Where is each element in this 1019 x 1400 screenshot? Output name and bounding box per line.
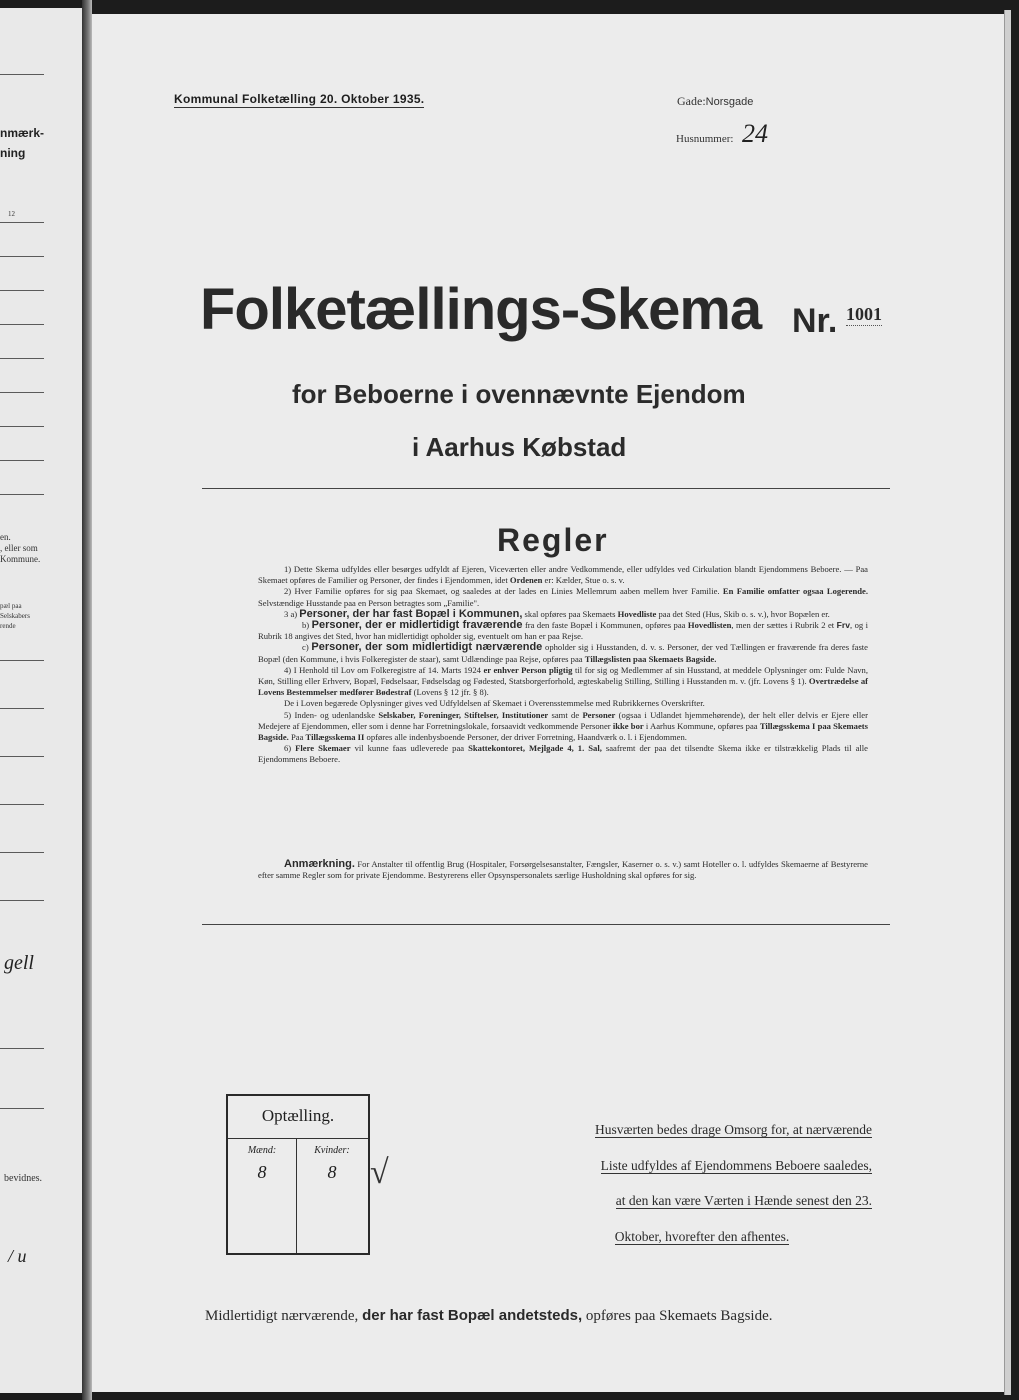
page-edge — [1004, 10, 1011, 1395]
men-label: Mænd: — [247, 1145, 277, 1156]
rule-6: 6) Flere Skemaer vil kunne faas udleverede paa Skattekontoret, Mejlgade 4, 1. Sal, saafremt der paa det tilsendte Skema ikke er tilstrækkelig Plads til alle Ejendommens Beboere. — [258, 743, 868, 765]
form-number-value: 1001 — [846, 304, 882, 324]
rules-text — [258, 564, 868, 766]
left-heading-1: nmærk- — [0, 126, 45, 140]
count-box-divider — [228, 1138, 368, 1139]
left-text: Selskabers — [0, 612, 30, 620]
left-rule — [0, 256, 44, 257]
form-title: Folketællings-Skema — [200, 277, 762, 342]
footer-instruction: Midlertidigt nærværende, der har fast Bopæl andetsteds, opføres paa Skemaets Bagside. — [205, 1307, 773, 1324]
notice-line-1: Husværten bedes drage Omsorg for, at nærværende — [594, 1122, 872, 1137]
note-text: For Anstalter til offentlig Brug (Hospitaler, Forsørgelsesanstalter, Fængsler, Kaserner o. s. v.) samt Hoteller o. l. udfyldes Skemaerne af Bestyrerne efter samme Regler som for private Ejendomme. Bestyrerens eller Opsynspersonalets særlige Husholdning skal opføres for sig. — [258, 859, 868, 881]
men-count: 8 — [257, 1162, 267, 1182]
street-value: Norsgade — [705, 96, 754, 108]
notice-line-4: Oktober, hvorefter den afhentes. — [614, 1228, 790, 1244]
left-rule — [0, 900, 44, 901]
left-rule — [0, 358, 44, 359]
rule-3b: b) Personer, der er midlertidigt fraværende fra den faste Bopæl i Kommunen, opføres paa Hovedlisten, men der sættes i Rubrik 2 et Frv, og i Rubrik 18 angives det Sted, hvor han midlertidigt opholder sig, eventuelt om han er paa Rejse. — [258, 619, 868, 642]
left-column-number: 12 — [8, 210, 15, 218]
annotation-note — [258, 859, 868, 881]
left-text: , eller som — [0, 543, 38, 553]
rule-3a: 3 a) Personer, der har fast Bopæl i Kommunen, skal opføres paa Skemaets Hovedliste paa det Sted (Hus, Skib o. s. v.), hvor Bopælen er. — [284, 607, 830, 620]
landlord-notice — [532, 1112, 872, 1254]
left-rule — [0, 660, 44, 661]
left-rule — [0, 74, 44, 75]
count-box — [226, 1094, 370, 1255]
rules-heading: Regler — [497, 522, 609, 558]
rule-4b: De i Loven begærede Oplysninger gives ved Udfyldelsen af Skemaet i Overensstemmelse med Rubrikkernes Overskrifter. — [284, 698, 705, 709]
rule-2: 2) Hver Familie opføres for sig paa Skemaet, og saaledes at der lades en Linies Mellemrum aaben mellem hver Familie. En Familie omfatter ogsaa Logerende. Selvstændige Husstande paa en Person betragtes som „Familie". — [258, 586, 868, 608]
form-subtitle-1: for Beboerne i ovennævnte Ejendom — [292, 379, 746, 409]
left-rule — [0, 756, 44, 757]
left-rule — [0, 290, 44, 291]
check-mark: √ — [370, 1154, 389, 1191]
census-header: Kommunal Folketælling 20. Oktober 1935. — [174, 92, 425, 106]
left-rule — [0, 426, 44, 427]
left-handwriting: gell — [4, 952, 34, 974]
house-number-value: 24 — [742, 119, 768, 148]
form-number-label: Nr. — [792, 302, 838, 340]
women-label: Kvinder: — [314, 1145, 350, 1156]
book-spine — [82, 0, 92, 1400]
note-heading: Anmærkning. — [284, 858, 355, 870]
left-rule — [0, 708, 44, 709]
left-rule — [0, 222, 44, 223]
women-count: 8 — [327, 1162, 337, 1182]
form-subtitle-2: i Aarhus Købstad — [412, 432, 627, 462]
notice-line-2: Liste udfyldes af Ejendommens Beboere saaledes, — [600, 1157, 872, 1173]
divider — [202, 924, 890, 925]
left-text: en. — [0, 532, 11, 542]
left-rule — [0, 1108, 44, 1109]
count-box-column-divider — [296, 1138, 297, 1253]
notice-line-3: at den kan være Værten i Hænde senest den 23. — [615, 1193, 872, 1208]
left-rule — [0, 494, 44, 495]
left-handwriting: / u — [8, 1246, 27, 1266]
divider — [202, 488, 890, 489]
left-rule — [0, 1048, 44, 1049]
rule-5: 5) Inden- og udenlandske Selskaber, Foreninger, Stiftelser, Institutioner samt de Personer (ogsaa i Udlandet hjemmehørende), der helt eller delvis er Ejere eller Medejere af Ejendommen, eller som i denne har Forretningslokale, forsaavidt vedkommende Personer ikke bor i Aarhus Kommune, opføres paa Tillægsskema I paa Skemaets Bagside. Paa Tillægsskema II opføres alle indenbysboende Personer, der driver Forretning, Haandværk o. l. i Ejendommen. — [258, 709, 868, 743]
left-text: rende — [0, 622, 16, 630]
left-rule — [0, 804, 44, 805]
left-text: bevidnes. — [4, 1173, 43, 1184]
left-rule — [0, 392, 44, 393]
street-label: Gade: — [677, 94, 706, 108]
rule-1: 1) Dette Skema udfyldes eller besørges udfyldt af Ejeren, Viceværten eller andre Vedkommende, eller udfyldes ved Cirkulation blandt Ejendommens Beboere. — Paa Skemaet opføres de Familier og Personer, der findes i Ejendommen, idet Ordenen er: Kælder, Stue o. s. v. — [258, 564, 868, 586]
rule-3c: c) Personer, der som midlertidigt nærværende opholder sig i Husstanden, d. v. s. Personer, der ved Tællingen er fraværende fra deres faste Bopæl (den Kommune, i hvis Folkeregister de staar), samt Udlændinge paa Rejse, opføres paa Tillægslisten paa Skemaets Bagside. — [258, 641, 868, 664]
rule-4: 4) I Henhold til Lov om Folkeregistre af 14. Marts 1924 er enhver Person pligtig til for sig og Medlemmer af sin Husstand, at meddele Oplysninger om: Fulde Navn, Køn, Stilling eller Erhverv, Bopæl, Fødselsaar, Fødselsdag og Fødested, Statsborgerforhold, ægteskabelig Stilling, Stilling i Husstanden m. v. (jfr. Lovens § 1). Overtrædelse af Lovens Bestemmelser medfører Bødestraf (Lovens § 12 jfr. § 8). — [258, 664, 869, 698]
left-text: Kommune. — [0, 554, 41, 564]
count-box-title: Optælling. — [261, 1106, 335, 1125]
left-text: pæl paa — [0, 602, 22, 610]
left-page-fragment — [0, 8, 83, 1393]
left-rule — [0, 460, 44, 461]
house-number-label: Husnummer: — [676, 133, 734, 145]
street-field — [677, 94, 753, 109]
left-rule — [0, 852, 44, 853]
left-heading-2: ning — [0, 146, 26, 160]
census-form-page — [92, 14, 1004, 1392]
left-rule — [0, 324, 44, 325]
